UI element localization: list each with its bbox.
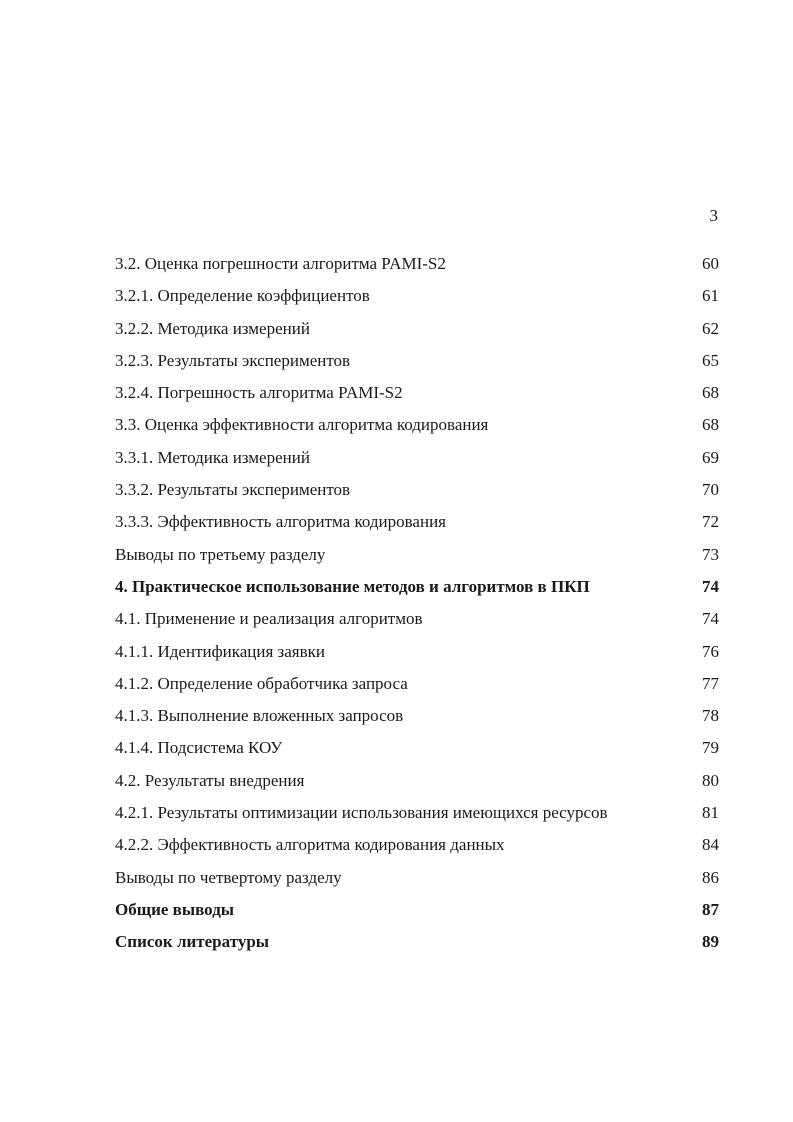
toc-entry-page: 69 <box>702 447 719 467</box>
toc-entry-page: 68 <box>702 383 719 403</box>
toc-entry-page: 65 <box>702 350 719 370</box>
toc-entry <box>115 285 719 317</box>
toc-entry <box>115 318 719 350</box>
toc-entry-title: 4.1.2. Определение обработчика запроса <box>115 673 408 693</box>
toc-entry <box>115 673 719 705</box>
toc-entry-page: 89 <box>702 932 719 952</box>
toc-entry-title: 3.2.1. Определение коэффициентов <box>115 286 370 306</box>
toc-entry <box>115 382 719 414</box>
toc-entry-title: 3.2.3. Результаты экспериментов <box>115 350 351 370</box>
toc-entry-page: 78 <box>702 706 719 726</box>
toc-entry <box>115 867 719 899</box>
toc-entry-title: 4.1. Применение и реализация алгоритмов <box>115 609 423 629</box>
toc-entry-page: 74 <box>702 576 719 596</box>
toc-entry-page: 73 <box>702 544 719 564</box>
toc-entry-title: 4.2. Результаты внедрения <box>115 770 305 790</box>
toc-entry-title: 4.1.3. Выполнение вложенных запросов <box>115 706 404 726</box>
toc-entry-page: 68 <box>702 415 719 435</box>
toc-entry-page: 87 <box>702 899 719 919</box>
toc-entry-title: 3.3.1. Методика измерений <box>115 447 310 467</box>
toc-entry-title: 3.2.2. Методика измерений <box>115 318 310 338</box>
toc-entry <box>115 834 719 866</box>
toc-entry-page: 76 <box>702 641 719 661</box>
toc-entry-title: 4. Практическое использование методов и алгоритмов в ПКП <box>115 576 590 596</box>
toc-entry-page: 70 <box>702 480 719 500</box>
toc-entry <box>115 447 719 479</box>
toc-entry-page: 81 <box>702 803 719 823</box>
toc-entry-title: 3.3.3. Эффективность алгоритма кодирования <box>115 512 446 532</box>
toc-entry <box>115 608 719 640</box>
toc-entry-title: Выводы по третьему разделу <box>115 544 326 564</box>
toc-entry-title: 4.2.1. Результаты оптимизации использования имеющихся ресурсов <box>115 803 608 823</box>
toc-entry <box>115 414 719 446</box>
toc-entry-title: 3.2. Оценка погрешности алгоритма PAMI-S2 <box>115 254 446 273</box>
toc-entry-title: 4.2.2. Эффективность алгоритма кодирования данных <box>115 835 505 855</box>
toc-entry <box>115 802 719 834</box>
toc-entry <box>115 576 719 608</box>
toc-entry <box>115 641 719 673</box>
toc-entry-title: Общие выводы <box>115 899 235 919</box>
toc-entry-page: 77 <box>702 673 719 693</box>
toc-entry <box>115 770 719 802</box>
table-of-contents <box>115 253 719 964</box>
toc-entry-page: 74 <box>702 609 719 629</box>
toc-entry-page: 79 <box>702 738 719 758</box>
toc-entry-title: Список литературы <box>115 932 270 952</box>
toc-entry-page: 72 <box>702 512 719 532</box>
page-number: 3 <box>709 206 718 225</box>
toc-entry <box>115 350 719 382</box>
toc-entry-title: 4.1.4. Подсистема КОУ <box>115 738 283 758</box>
toc-entry-page: 84 <box>702 835 719 855</box>
toc-entry-title: 3.2.4. Погрешность алгоритма PAMI-S2 <box>115 383 403 403</box>
toc-entry-page: 80 <box>702 770 719 790</box>
toc-entry <box>115 705 719 737</box>
toc-entry-page: 60 <box>702 254 719 273</box>
toc-entry-title: 4.1.1. Идентификация заявки <box>115 641 325 661</box>
toc-entry-title: 3.3. Оценка эффективности алгоритма кодирования <box>115 415 489 435</box>
toc-entry <box>115 544 719 576</box>
toc-entry-title: 3.3.2. Результаты экспериментов <box>115 480 351 500</box>
toc-entry <box>115 253 719 285</box>
toc-entry <box>115 479 719 511</box>
toc-entry <box>115 899 719 931</box>
toc-entry <box>115 737 719 769</box>
toc-entry-page: 61 <box>702 286 719 306</box>
toc-entry <box>115 511 719 543</box>
toc-entry <box>115 931 719 963</box>
toc-entry-page: 86 <box>702 867 719 887</box>
toc-entry-title: Выводы по четвертому разделу <box>115 867 342 887</box>
toc-entry-page: 62 <box>702 318 719 338</box>
